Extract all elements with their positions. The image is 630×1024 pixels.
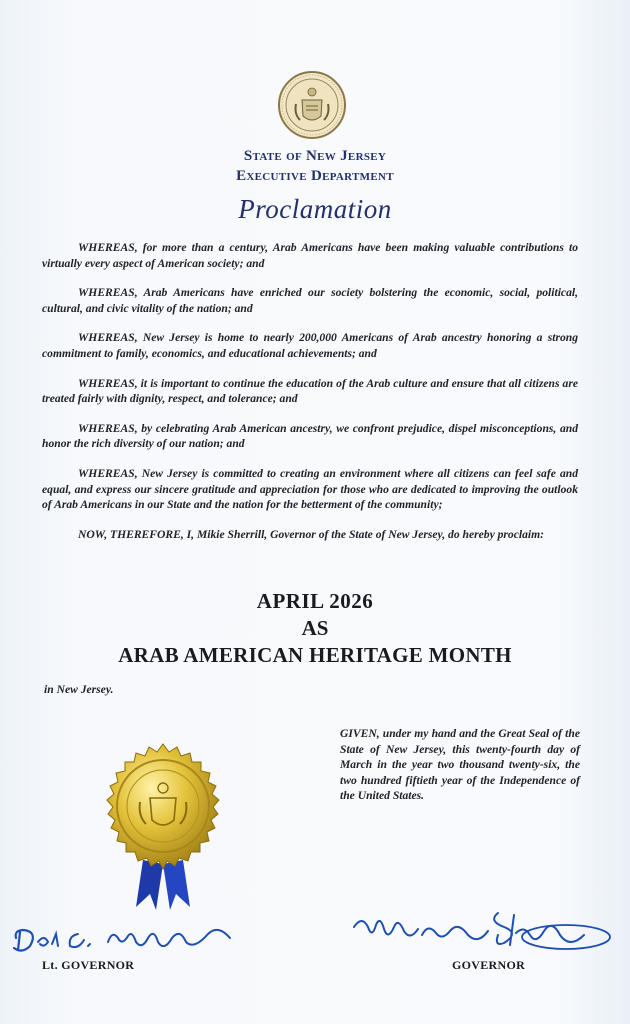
whereas-paragraph-4: WHEREAS, it is important to continue the education of the Arab culture and ensure that all citizens are treated fairly with dignity, respect, and tolerance; and: [42, 376, 578, 406]
whereas-paragraph-2: WHEREAS, Arab Americans have enriched our society bolstering the economic, social, political, cultural, and civic vitality of the nation; and: [42, 286, 578, 315]
whereas-paragraph-1: WHEREAS, for more than a century, Arab Americans have been making valuable contributions to virtually every aspect of American society; and: [42, 241, 578, 270]
state-heading: State of New Jersey: [243, 148, 387, 164]
department-heading: Executive Department: [236, 168, 394, 184]
title-month-name: ARAB AMERICAN HERITAGE MONTH: [118, 643, 512, 667]
proclamation-body: [42, 240, 578, 556]
whereas-paragraph-6: WHEREAS, New Jersey is committed to creating an environment where all citizens can feel safe and equal, and express our sincere gratitude and appreciation for those who are dedicated to improving the outlook of Arab Americans in our State and the nation for the betterment of the community;: [42, 466, 578, 512]
whereas-paragraph-5: WHEREAS, by celebrating Arab American ancestry, we confront prejudice, dispel misconceptions, and honor the rich diversity of our nation; and: [42, 421, 578, 451]
location-text: in New Jersey.: [44, 683, 114, 696]
gold-seal-icon: [88, 742, 238, 912]
whereas-paragraph-3: WHEREAS, New Jersey is home to nearly 200,000 Americans of Arab ancestry honoring a strong commitment to family, economics, and educational achievements; and: [42, 331, 578, 360]
governor-signature: [348, 905, 618, 960]
lt-governor-signature: [8, 920, 238, 960]
proclaimed-title: [0, 588, 630, 669]
title-date: APRIL 2026: [256, 589, 374, 613]
title-as: AS: [301, 616, 329, 640]
governor-label: GOVERNOR: [452, 958, 526, 972]
lt-governor-label: Lt. GOVERNOR: [42, 958, 135, 972]
proclamation-title: Proclamation: [238, 194, 392, 224]
state-seal-icon: [277, 70, 347, 140]
given-statement: GIVEN, under my hand and the Great Seal of the State of New Jersey, this twenty-fourth day of March in the year two thousand twenty-six, the two hundred fiftieth year of the Independence of the United States.: [340, 727, 580, 803]
now-therefore-paragraph: NOW, THEREFORE, I, Mikie Sherrill, Governor of the State of New Jersey, do hereby proclaim:: [78, 527, 544, 541]
